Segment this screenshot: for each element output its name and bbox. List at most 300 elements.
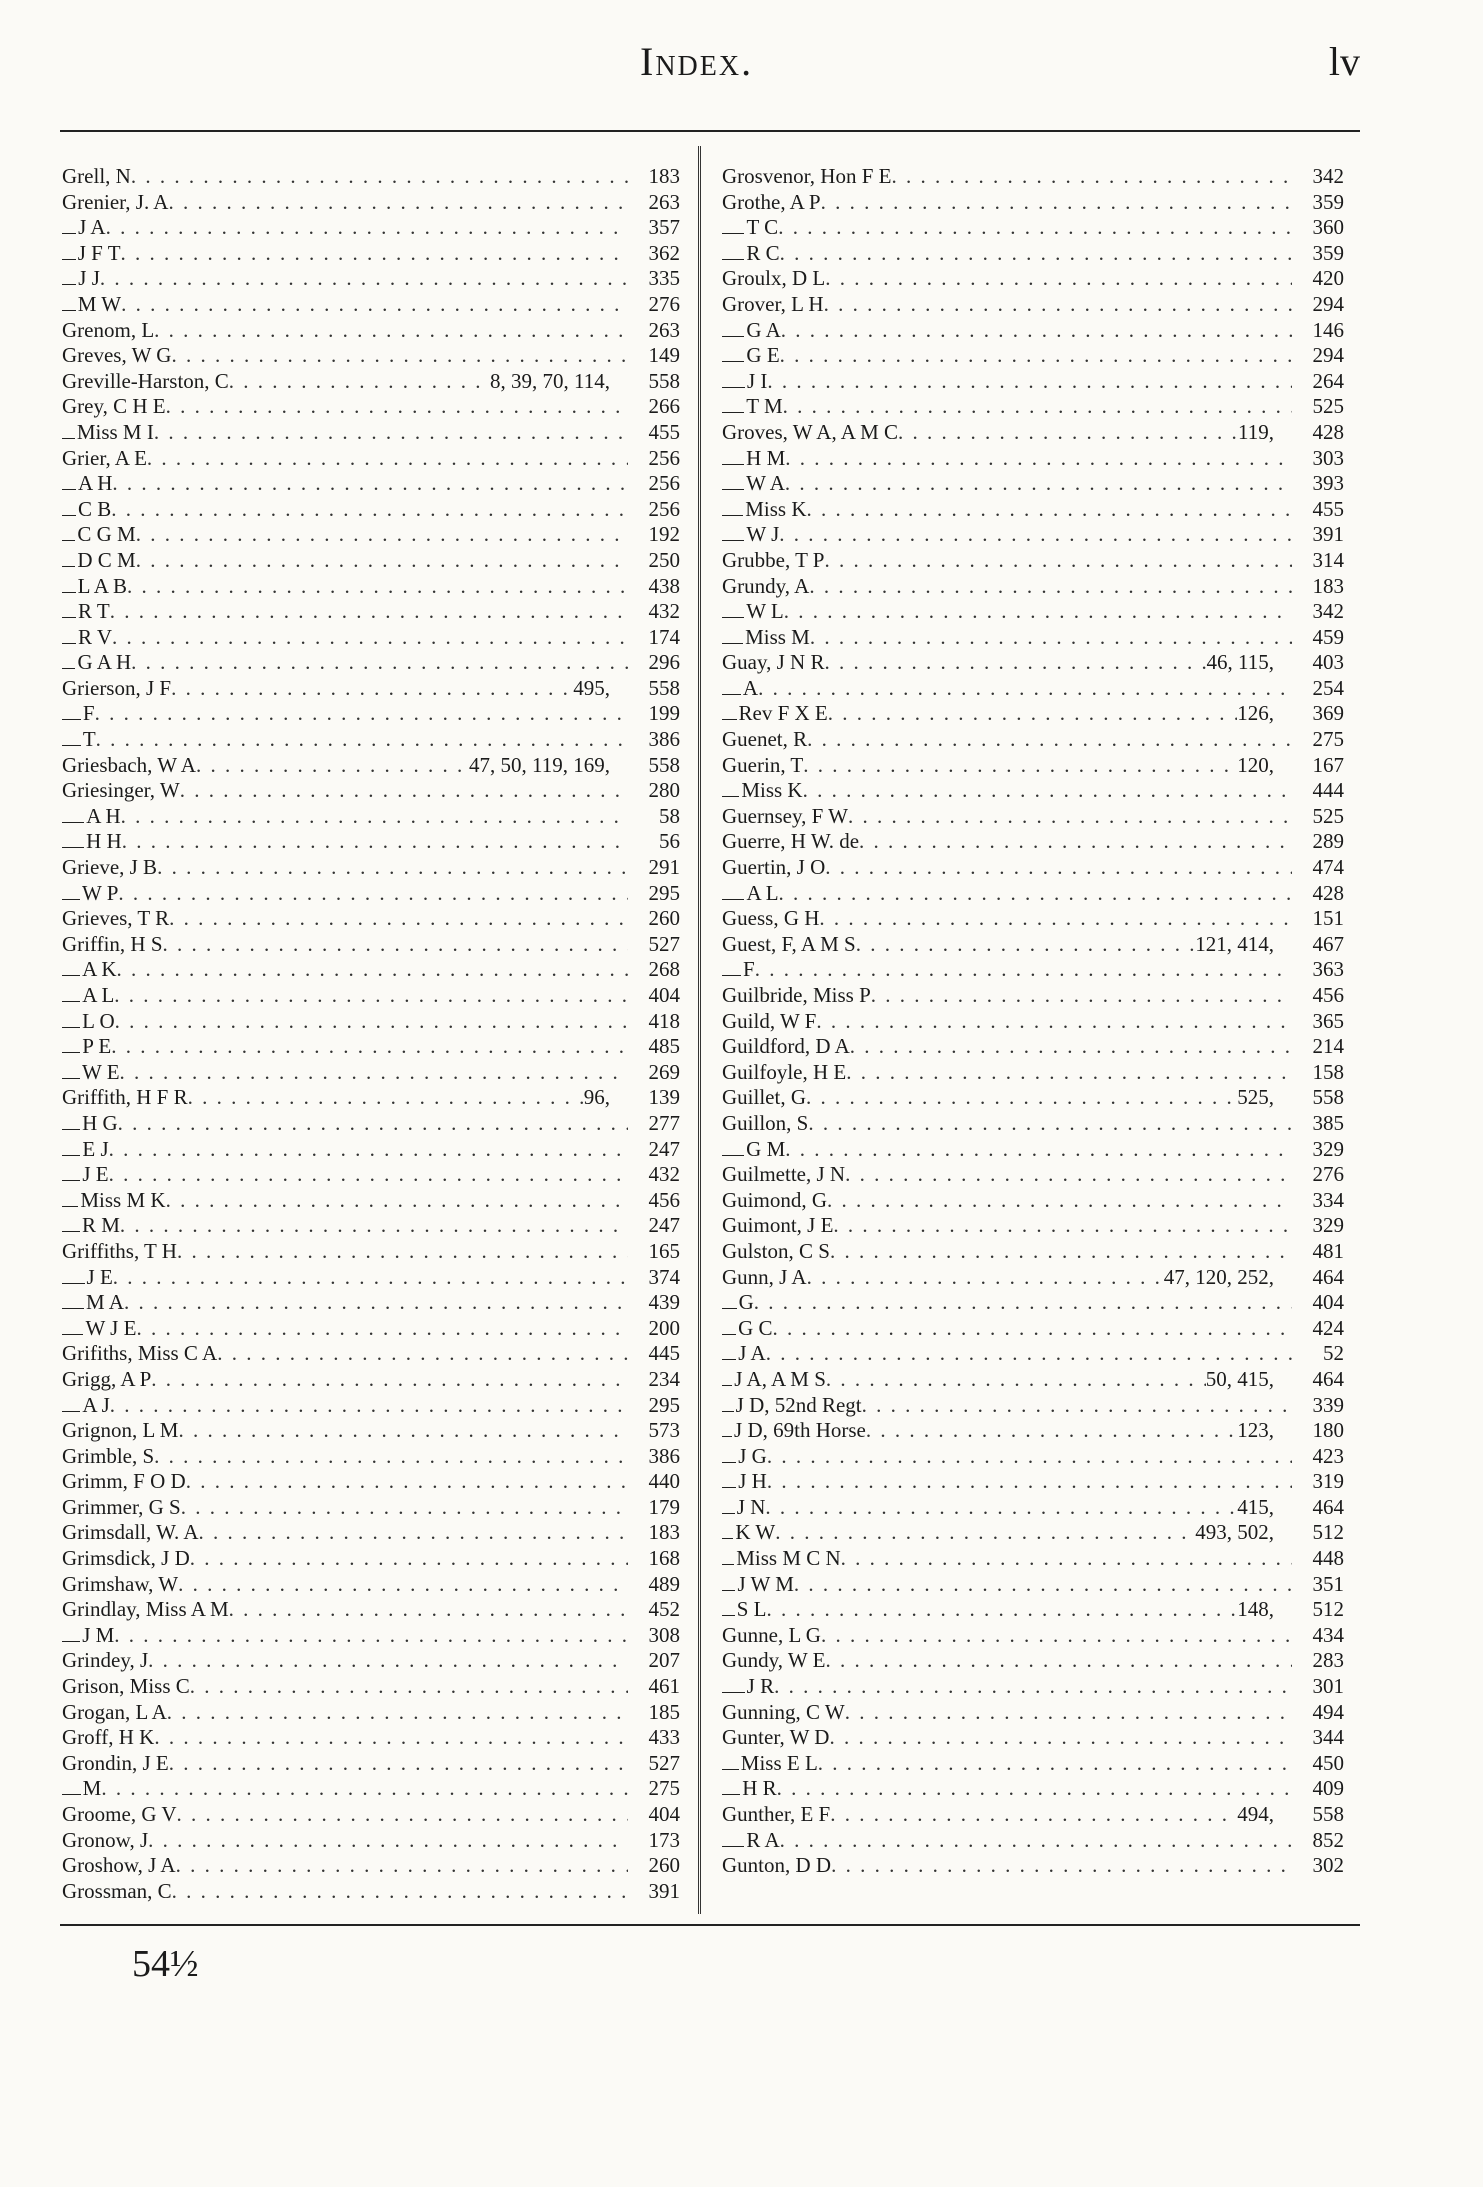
page-number: lv	[1328, 39, 1360, 84]
entry-name: T M	[746, 394, 783, 419]
index-entry	[62, 778, 680, 804]
entry-page-number: 256	[648, 445, 680, 470]
entry-page-number: 455	[648, 419, 680, 444]
entry-page-number: 456	[1312, 983, 1344, 1007]
entry-extra-pages: 123,	[1237, 1418, 1274, 1443]
entry-page-number: 146	[1312, 317, 1344, 342]
entry-name: T	[82, 727, 96, 752]
index-entry	[722, 1009, 1344, 1035]
entry-page-number: 303	[1312, 445, 1344, 470]
index-entry	[722, 497, 1344, 523]
index-entry	[62, 701, 680, 727]
ditto-dash	[722, 1296, 737, 1309]
entry-name: Grigg, A P	[62, 1366, 152, 1391]
index-entry	[62, 394, 680, 420]
entry-name: R V	[77, 624, 113, 649]
entry-name: J H	[738, 1469, 767, 1494]
entry-page-number: 158	[1312, 1059, 1344, 1084]
entry-page-number: 254	[1312, 675, 1344, 700]
ditto-dash	[62, 1117, 80, 1130]
dot-leader	[118, 881, 628, 907]
entry-page-number: 359	[1312, 189, 1344, 214]
entry-name: Griesbach, W A	[62, 752, 196, 777]
entry-name: Grimsdall, W. A	[62, 1520, 199, 1545]
entry-page-number: 200	[648, 1315, 680, 1340]
entry-page-number: 173	[648, 1827, 680, 1852]
dot-leader	[111, 1034, 628, 1060]
dot-leader	[169, 1751, 628, 1777]
entry-name: J A, A M S	[734, 1366, 826, 1391]
entry-page-number: 183	[1312, 573, 1344, 598]
dot-leader	[846, 1060, 1292, 1086]
ditto-dash	[62, 272, 76, 285]
index-entry	[722, 1162, 1344, 1188]
entry-page-number: 474	[1312, 855, 1344, 880]
index-entry	[62, 1828, 680, 1854]
index-entry	[62, 446, 680, 472]
dot-leader	[785, 1137, 1292, 1163]
dot-leader	[121, 292, 628, 318]
entry-page-number: 369	[1312, 701, 1344, 726]
entry-name: A H	[77, 471, 113, 496]
index-entry	[62, 1085, 680, 1111]
index-entry	[62, 266, 680, 292]
index-entry	[722, 906, 1344, 932]
page-header	[60, 38, 1360, 88]
index-entry	[722, 1085, 1344, 1111]
index-entry	[722, 650, 1344, 676]
entry-name: Griffith, H F R	[62, 1085, 188, 1110]
ditto-dash	[722, 784, 739, 797]
dot-leader	[166, 1188, 628, 1214]
index-entry	[62, 190, 680, 216]
dot-leader	[131, 650, 628, 676]
dot-leader	[777, 1776, 1292, 1802]
entry-name: Grothe, A P	[722, 189, 821, 214]
dot-leader	[783, 394, 1292, 420]
entry-page-number: 276	[1312, 1162, 1344, 1187]
index-entry	[62, 1648, 680, 1674]
dot-leader	[775, 1520, 1195, 1546]
ditto-dash	[722, 1322, 736, 1335]
dot-leader	[848, 804, 1292, 830]
entry-page-number: 289	[1312, 829, 1344, 854]
entry-name: A	[742, 675, 759, 700]
index-entry	[722, 1469, 1344, 1495]
ditto-dash	[62, 1194, 78, 1207]
index-entry	[722, 1776, 1344, 1802]
dot-leader	[118, 1111, 628, 1137]
entry-page-number: 260	[648, 1853, 680, 1878]
dot-leader	[199, 1520, 628, 1546]
dot-leader	[106, 215, 628, 241]
index-entry	[62, 1009, 680, 1035]
entry-extra-pages: 148,	[1237, 1597, 1274, 1622]
dot-leader	[821, 190, 1292, 216]
ditto-dash	[722, 452, 744, 465]
ditto-dash	[62, 887, 80, 900]
index-entry	[62, 957, 680, 983]
dot-leader	[794, 1572, 1292, 1598]
dot-leader	[784, 599, 1292, 625]
entry-name: J I	[746, 368, 768, 393]
entry-name: C G M	[77, 522, 136, 547]
entry-extra-pages: 96,	[583, 1085, 610, 1110]
entry-page-number: 512	[1312, 1520, 1344, 1545]
entry-name: J E	[86, 1264, 113, 1289]
entry-page-number: 409	[1312, 1776, 1344, 1801]
entry-page-number: 301	[1312, 1674, 1344, 1699]
index-entry	[722, 1060, 1344, 1086]
entry-name: Miss M	[745, 624, 810, 649]
entry-page-number: 485	[648, 1034, 680, 1059]
entry-name: Gunning, C W	[722, 1699, 845, 1724]
dot-leader	[785, 446, 1292, 472]
dot-leader	[765, 1495, 1237, 1521]
entry-name: Guimond, G	[722, 1187, 827, 1212]
entry-page-number: 165	[648, 1238, 680, 1263]
entry-name: A J	[82, 1392, 110, 1417]
index-entry	[62, 1265, 680, 1291]
entry-name: J N	[736, 1494, 766, 1519]
ditto-dash	[62, 298, 76, 311]
index-entry	[62, 497, 680, 523]
index-entry	[62, 1418, 680, 1444]
index-entry	[62, 1239, 680, 1265]
entry-page-number: 250	[648, 547, 680, 572]
dot-leader	[780, 343, 1292, 369]
index-entry	[722, 778, 1344, 804]
index-entry	[722, 318, 1344, 344]
index-entry	[722, 1265, 1344, 1291]
entry-page-number: 362	[648, 240, 680, 265]
dot-leader	[809, 574, 1292, 600]
entry-page-number: 404	[648, 1802, 680, 1826]
ditto-dash	[62, 1296, 84, 1309]
dot-leader	[171, 343, 628, 369]
dot-leader	[773, 1316, 1293, 1342]
index-entry	[62, 1162, 680, 1188]
entry-name: G A	[746, 317, 781, 342]
index-entry	[722, 1802, 1344, 1828]
entry-name: Grierson, J F	[62, 675, 172, 700]
ditto-dash	[722, 503, 743, 516]
ditto-dash	[722, 1347, 736, 1360]
entry-page-number: 558	[648, 675, 680, 700]
index-entry	[62, 292, 680, 318]
entry-name: Gunther, E F	[722, 1802, 831, 1826]
index-entry	[722, 1572, 1344, 1598]
entry-page-number: 294	[1312, 291, 1344, 316]
entry-page-number: 558	[1312, 1802, 1344, 1826]
index-entry	[62, 906, 680, 932]
entry-name: J A	[738, 1341, 766, 1366]
index-entry	[62, 369, 680, 395]
entry-page-number: 359	[1312, 240, 1344, 265]
dot-leader	[148, 1648, 628, 1674]
dot-leader	[810, 625, 1292, 651]
entry-page-number: 434	[1312, 1622, 1344, 1647]
entry-name: Guay, J N R	[722, 650, 825, 675]
entry-page-number: 573	[648, 1418, 680, 1443]
entry-page-number: 494	[1312, 1699, 1344, 1724]
index-entry	[722, 1648, 1344, 1674]
entry-page-number: 404	[648, 983, 680, 1007]
index-entry	[62, 1034, 680, 1060]
dot-leader	[774, 1674, 1292, 1700]
entry-page-number: 423	[1312, 1443, 1344, 1468]
dot-leader	[169, 906, 628, 932]
dot-leader	[862, 1393, 1292, 1419]
dot-leader	[779, 522, 1292, 548]
ditto-dash	[722, 1450, 736, 1463]
entry-name: J J	[78, 266, 100, 291]
dot-leader	[758, 676, 1292, 702]
entry-extra-pages: 120,	[1237, 752, 1274, 777]
entry-name: Groves, W A, A M C	[722, 419, 898, 444]
entry-page-number: 525	[1312, 803, 1344, 828]
dot-leader	[806, 1085, 1237, 1111]
entry-name: J A	[78, 215, 106, 240]
entry-page-number: 448	[1312, 1546, 1344, 1571]
ditto-dash	[62, 554, 75, 567]
index-entry	[722, 701, 1344, 727]
dot-leader	[778, 215, 1292, 241]
entry-page-number: 334	[1312, 1187, 1344, 1212]
entry-page-number: 329	[1312, 1136, 1344, 1161]
ditto-dash	[62, 631, 76, 644]
entry-name: Grenier, J. A	[62, 189, 169, 214]
entry-page-number: 295	[648, 880, 680, 905]
entry-name: Guerre, H W. de	[722, 829, 860, 854]
ditto-dash	[722, 1143, 744, 1156]
entry-name: Grindlay, Miss A M	[62, 1597, 229, 1622]
index-entry	[722, 727, 1344, 753]
entry-name: Guilbride, Miss P	[722, 983, 871, 1007]
ditto-dash	[722, 1578, 735, 1591]
index-entry	[722, 829, 1344, 855]
entry-extra-pages: 121, 414,	[1195, 931, 1274, 956]
page-title: Index.	[640, 39, 754, 84]
index-entry	[62, 1674, 680, 1700]
dot-leader	[113, 1265, 628, 1291]
entry-name: Guest, F, A M S	[722, 931, 856, 956]
index-entry	[62, 1213, 680, 1239]
dot-leader	[177, 1802, 628, 1828]
entry-name: Gundy, W E	[722, 1648, 826, 1673]
dot-leader	[167, 1700, 628, 1726]
entry-page-number: 264	[1312, 368, 1344, 393]
entry-extra-pages: 126,	[1237, 701, 1274, 726]
entry-page-number: 266	[648, 394, 680, 419]
index-entry	[62, 676, 680, 702]
dot-leader	[121, 804, 628, 830]
entry-page-number: 527	[648, 931, 680, 956]
index-entry	[62, 215, 680, 241]
entry-name: A K	[82, 957, 117, 982]
entry-name: Grogan, L A	[62, 1699, 167, 1724]
entry-name: Grignon, L M	[62, 1418, 179, 1443]
dot-leader	[154, 1725, 628, 1751]
index-entry	[722, 932, 1344, 958]
entry-name: H M	[746, 445, 786, 470]
top-rule	[60, 130, 1360, 132]
index-entry	[722, 1393, 1344, 1419]
entry-page-number: 428	[1312, 419, 1344, 444]
entry-name: K W	[735, 1520, 776, 1545]
entry-page-number: 489	[648, 1571, 680, 1596]
index-entry	[722, 574, 1344, 600]
dot-leader	[766, 1341, 1292, 1367]
dot-leader	[121, 241, 628, 267]
entry-name: Grimble, S	[62, 1443, 155, 1468]
index-entry	[722, 241, 1344, 267]
dot-leader	[898, 420, 1238, 446]
entry-page-number: 444	[1312, 778, 1344, 803]
dot-leader	[178, 1572, 628, 1598]
ditto-dash	[722, 1680, 745, 1693]
entry-name: Gunn, J A	[722, 1264, 807, 1289]
entry-name: L A B	[77, 573, 127, 598]
dot-leader	[148, 1828, 628, 1854]
dot-leader	[780, 1828, 1292, 1854]
entry-page-number: 386	[648, 1443, 680, 1468]
dot-leader	[781, 318, 1292, 344]
dot-leader	[154, 318, 628, 344]
dot-leader	[808, 1111, 1292, 1137]
dot-leader	[136, 548, 628, 574]
ditto-dash	[722, 1834, 744, 1847]
entry-page-number: 558	[648, 752, 680, 777]
entry-name: J F T	[77, 240, 121, 265]
entry-page-number: 418	[648, 1008, 680, 1033]
entry-page-number: 269	[648, 1059, 680, 1084]
ditto-dash	[62, 580, 76, 593]
ditto-dash	[722, 1526, 733, 1539]
entry-page-number: 56	[659, 829, 680, 854]
ditto-dash	[722, 887, 744, 900]
ditto-dash	[62, 605, 76, 618]
entry-page-number: 360	[1312, 215, 1344, 240]
entry-page-number: 52	[1323, 1341, 1344, 1366]
entry-page-number: 391	[648, 1878, 680, 1903]
entry-page-number: 295	[648, 1392, 680, 1417]
entry-name: W L	[746, 599, 784, 624]
dot-leader	[779, 881, 1292, 907]
index-entry	[62, 1111, 680, 1137]
entry-name: G M	[746, 1136, 786, 1161]
index-entry	[722, 190, 1344, 216]
index-entry	[62, 522, 680, 548]
entry-page-number: 433	[648, 1725, 680, 1750]
entry-page-number: 459	[1312, 624, 1344, 649]
dot-leader	[818, 1751, 1292, 1777]
dot-leader	[163, 932, 628, 958]
entry-page-number: 280	[648, 778, 680, 803]
index-entry	[62, 1393, 680, 1419]
entry-page-number: 296	[648, 650, 680, 675]
entry-name: J W M	[737, 1571, 794, 1596]
index-entry	[62, 574, 680, 600]
dot-leader	[891, 164, 1292, 190]
index-entry	[722, 1751, 1344, 1777]
entry-page-number: 263	[648, 317, 680, 342]
entry-name: Guernsey, F W	[722, 803, 848, 828]
ditto-dash	[722, 375, 745, 388]
entry-page-number: 283	[1312, 1648, 1344, 1673]
entry-name: Grimm, F O D	[62, 1469, 186, 1494]
entry-name: G	[738, 1290, 754, 1315]
index-entry	[722, 420, 1344, 446]
dot-leader	[807, 497, 1292, 523]
entry-page-number: 342	[1312, 164, 1344, 188]
entry-name: Groshow, J A	[62, 1853, 176, 1878]
dot-leader	[154, 420, 628, 446]
dot-leader	[807, 727, 1292, 753]
ditto-dash	[62, 1782, 81, 1795]
index-entry	[722, 753, 1344, 779]
index-column-right	[722, 164, 1344, 1879]
dot-leader	[767, 1597, 1238, 1623]
ditto-dash	[722, 324, 744, 337]
index-entry	[62, 1469, 680, 1495]
dot-leader	[136, 1316, 628, 1342]
dot-leader	[178, 1418, 628, 1444]
index-entry	[62, 753, 680, 779]
entry-name: W J	[746, 522, 780, 547]
entry-name: Miss M C N	[736, 1546, 841, 1571]
entry-page-number: 319	[1312, 1469, 1344, 1494]
entry-page-number: 314	[1312, 547, 1344, 572]
index-entry	[722, 164, 1344, 190]
dot-leader	[109, 1162, 628, 1188]
ditto-dash	[62, 1322, 83, 1335]
entry-page-number: 357	[648, 215, 680, 240]
entry-page-number: 438	[648, 573, 680, 598]
signature-mark: 54½	[132, 1943, 199, 1985]
dot-leader	[780, 241, 1292, 267]
dot-leader	[136, 522, 628, 548]
dot-leader	[110, 1393, 628, 1419]
dot-leader	[168, 190, 628, 216]
entry-name: P E	[82, 1034, 112, 1059]
ditto-dash	[722, 247, 744, 260]
index-entry	[62, 1623, 680, 1649]
ditto-dash	[62, 247, 76, 260]
index-entry	[722, 1828, 1344, 1854]
dot-leader	[190, 1674, 628, 1700]
dot-leader	[186, 1469, 628, 1495]
entry-extra-pages: 47, 120, 252,	[1163, 1264, 1274, 1289]
entry-extra-pages: 493, 502,	[1195, 1520, 1274, 1545]
entry-name: Gunton, D D	[722, 1853, 832, 1878]
entry-name: A H	[86, 803, 121, 828]
entry-page-number: 247	[648, 1136, 680, 1161]
entry-name: L O	[82, 1008, 115, 1033]
entry-page-number: 329	[1312, 1213, 1344, 1238]
index-entry	[62, 855, 680, 881]
entry-name: Miss K	[741, 778, 803, 803]
entry-name: Greville-Harston, C	[62, 368, 229, 393]
dot-leader	[841, 1546, 1292, 1572]
entry-page-number: 432	[648, 1162, 680, 1187]
entry-page-number: 339	[1312, 1392, 1344, 1417]
entry-page-number: 167	[1312, 752, 1344, 777]
entry-page-number: 393	[1312, 471, 1344, 496]
index-entry	[62, 471, 680, 497]
dot-leader	[830, 1802, 1237, 1828]
entry-page-number: 450	[1312, 1750, 1344, 1775]
